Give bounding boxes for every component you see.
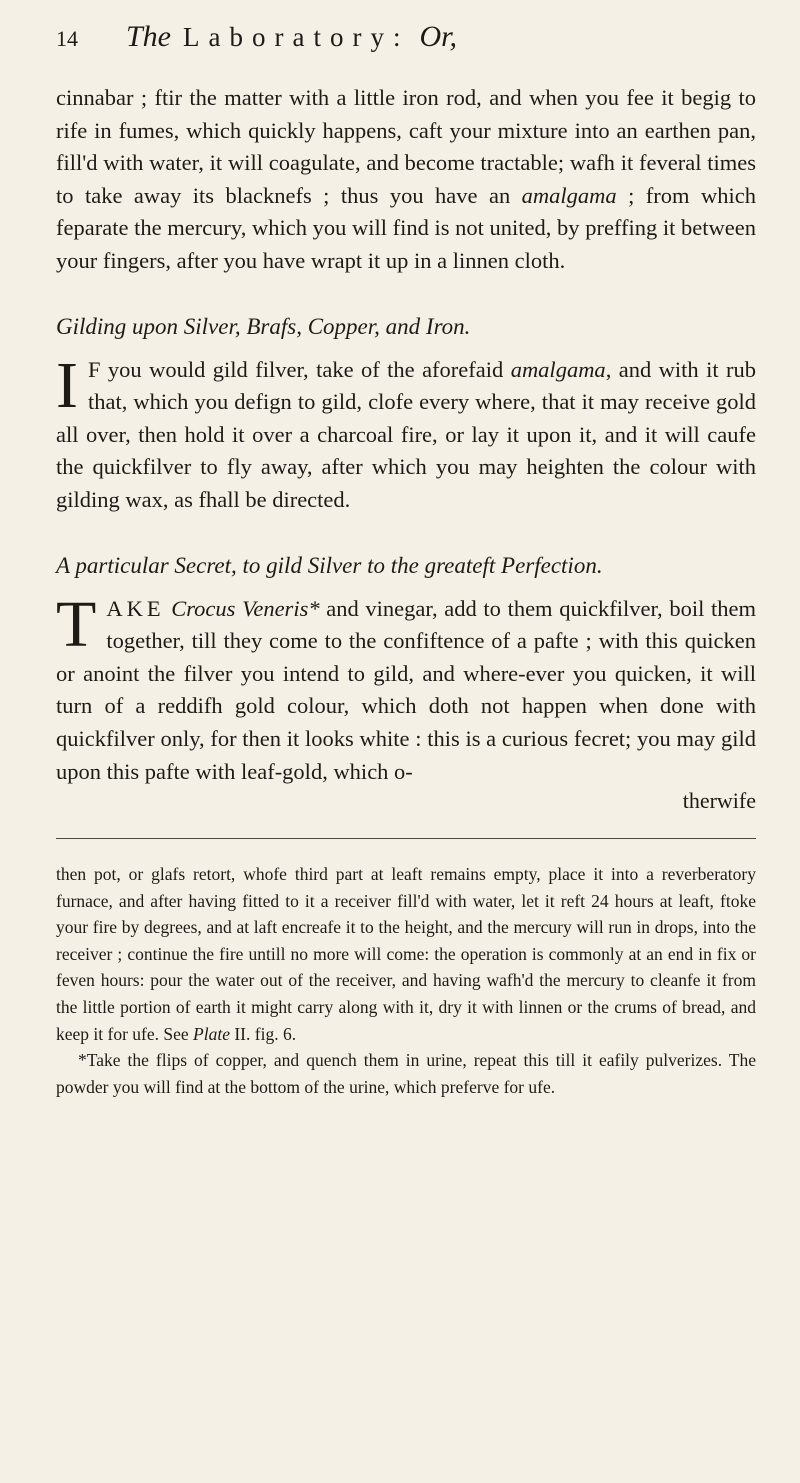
paragraph-secret <box>56 587 756 789</box>
footnote-rule <box>56 838 756 839</box>
footnote1-italic: Plate <box>193 1023 230 1044</box>
section-heading-gilding: Gilding upon Silver, Brafs, Copper, and Iron. <box>56 313 471 339</box>
running-head <box>56 20 756 82</box>
drop-cap-i: I <box>56 348 78 422</box>
drop-cap-t: T <box>56 587 97 661</box>
para3-italic: Crocus Veneris* <box>171 595 320 621</box>
footnote-crocus: *Take the flips of copper, and quench them in urine, repeat this till it eafily pulverizes. The powder you will find at the bottom of the urine, which preferve for ufe. <box>56 1050 756 1097</box>
footnotes <box>56 861 756 1100</box>
paragraph-gilding <box>56 348 757 517</box>
para3-caps: AKE <box>106 595 165 621</box>
para2-text: F you would gild filver, take of the aforefaid <box>87 356 511 382</box>
section-heading-secret: A particular Secret, to gild Silver to the greateft Perfection. <box>56 552 603 578</box>
para1-end: ; from which feparate the mercury, which you will find is not united, by preffing it between your fingers, after you have wrapt it up in a linnen cloth. <box>56 182 756 273</box>
page-number: 14 <box>56 26 78 51</box>
running-title-laboratory: Laboratory: <box>183 22 410 52</box>
para1-text: cinnabar ; ftir the matter with a little iron rod, and when you fee it begig to rife in fumes, which quickly happens, caft your mixture into an earthen pan, fill'd with water, it will coagulate, and become tractable; wafh it feveral times to take away its blacknefs ; thus you have an <box>56 85 756 208</box>
footnote1-end: II. fig. 6. <box>229 1023 297 1044</box>
footnote1-text: then pot, or glafs retort, whofe third part at leaft remains empty, place it into a reverberatory furnace, and after having fitted to it a receiver fill'd with water, let it reft 24 hours at leaft, ftoke your fire by degrees, and at laft encreafe it to the height, and the mercury will run in drops, into the receiver ; continue the fire untill no more will come: the operation is commonly at an end in fix or feven hours: pour the water out of the receiver, and having wafh'd the mercury to cleanfe it from the little portion of earth it might carry along with it, dry it with linnen or the crums of bread, and keep it for ufe. See <box>56 864 756 1044</box>
catchword: therwife <box>682 788 756 814</box>
footnote-continued <box>56 861 756 1047</box>
running-title-or: Or, <box>419 20 457 53</box>
para2-italic: amalgama <box>510 356 606 382</box>
running-title-the: The <box>126 20 171 53</box>
para2-end: , and with it rub that, which you defign to gild, clofe every where, that it may receive gold all over, then hold it over a charcoal fire, or lay it upon it, and it will caufe the quickfilver to fly away, after which you may heighten the colour with gilding wax, as fhall be directed. <box>56 356 757 512</box>
paragraph-continued <box>56 82 756 278</box>
body-text <box>56 82 756 814</box>
para1-italic: amalgama <box>521 182 617 208</box>
para3-end: and vinegar, add to them quickfilver, boil them together, till they come to the confiftence of a pafte ; with this quicken or anoint the filver you intend to gild, and where-ever you quicken, it will turn of a reddifh gold colour, which doth not happen when done with quickfilver only, for then it looks white : this is a curious fecret; you may gild upon this pafte with leaf-gold, which o- <box>56 595 756 784</box>
